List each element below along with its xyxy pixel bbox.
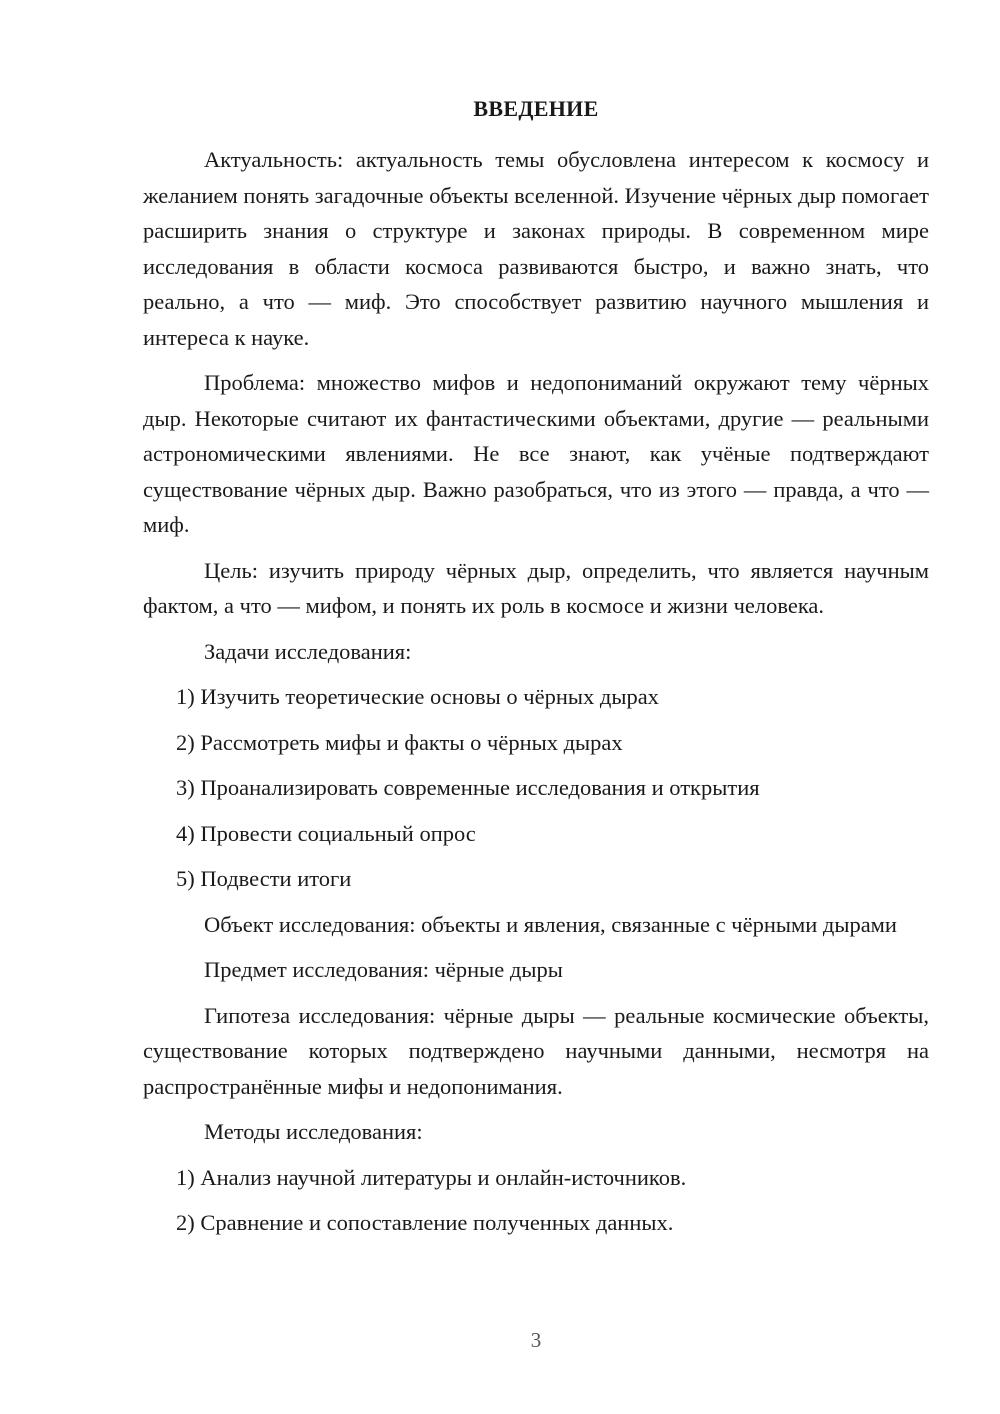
task-item: 4) Провести социальный опрос (176, 820, 476, 846)
page-content (143, 92, 929, 1251)
problem-paragraph: Проблема: множество мифов и недопониманий окружают тему чёрных дыр. Некоторые считают их фантастическими объектами, другие — реальными астрономическими явлениями. Не все знают, как учёные подтверждают существование чёрных дыр. Важно разобраться, что из этого — правда, а что — миф. (143, 370, 929, 537)
tasks-label: Задачи исследования: (204, 638, 412, 664)
task-item: 3) Проанализировать современные исследования и открытия (176, 775, 760, 800)
task-item: 5) Подвести итоги (176, 866, 352, 891)
subject-paragraph: Предмет исследования: чёрные дыры (204, 957, 563, 982)
object-paragraph: Объект исследования: объекты и явления, связанные с чёрными дырами (204, 911, 897, 937)
method-item: 1) Анализ научной литературы и онлайн-источников. (176, 1164, 687, 1190)
methods-label: Методы исследования: (204, 1119, 423, 1144)
section-heading: ВВЕДЕНИЕ (473, 96, 599, 121)
method-item: 2) Сравнение и сопоставление полученных данных. (176, 1210, 674, 1235)
relevance-paragraph: Актуальность: актуальность темы обусловлена интересом к космосу и желанием понять загадочные объекты вселенной. Изучение чёрных дыр помогает расширить знания о структуре и законах природы. В современном мире исследования в области космоса развиваются быстро, и важно знать, что реально, а что — миф. Это способствует развитию научного мышления и интереса к науке. (143, 147, 929, 350)
task-item: 2) Рассмотреть мифы и факты о чёрных дырах (176, 729, 623, 755)
page-number: 3 (530, 1328, 542, 1352)
goal-paragraph: Цель: изучить природу чёрных дыр, определить, что является научным фактом, а что — мифом, и понять их роль в космосе и жизни человека. (143, 557, 929, 618)
hypothesis-paragraph: Гипотеза исследования: чёрные дыры — реальные космические объекты, существование которых подтверждено научными данными, несмотря на распространённые мифы и недопонимания. (143, 1002, 929, 1099)
task-item: 1) Изучить теоретические основы о чёрных дырах (176, 684, 659, 709)
